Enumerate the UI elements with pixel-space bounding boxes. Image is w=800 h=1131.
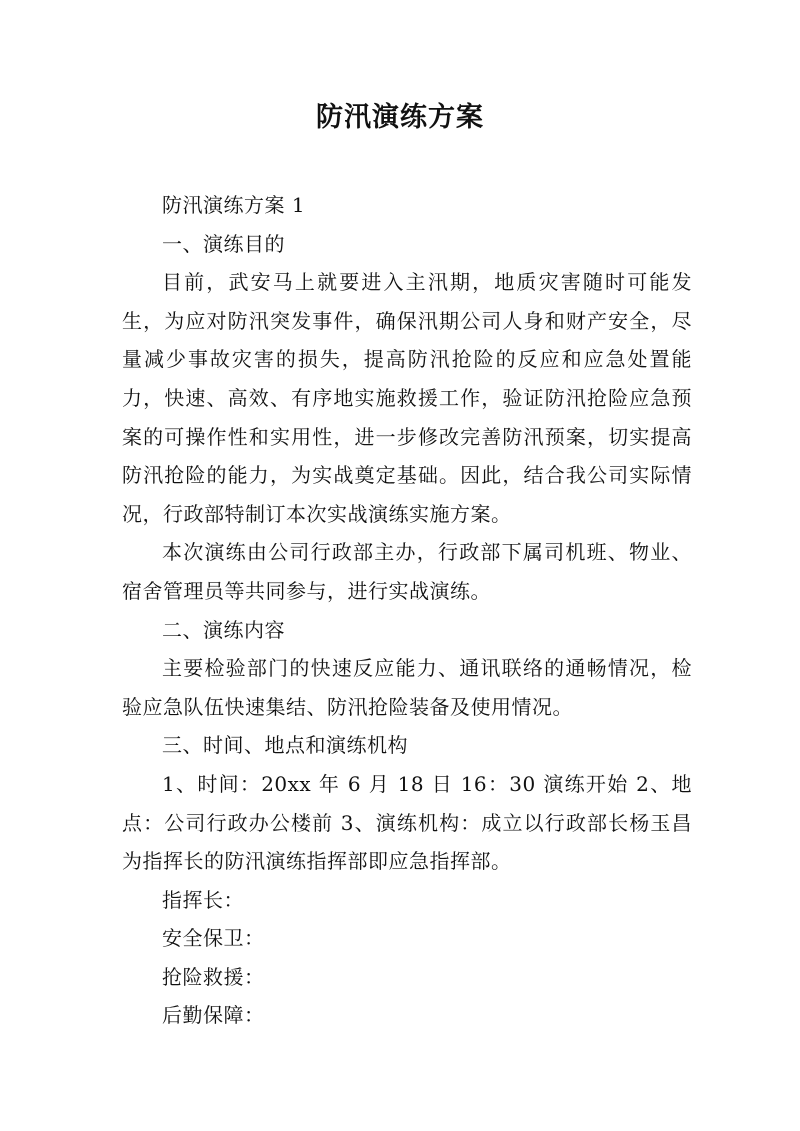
section-heading: 一、演练目的 xyxy=(162,231,285,256)
role-label: 指挥长： xyxy=(162,887,244,912)
role-label: 后勤保障： xyxy=(162,1003,265,1028)
body-paragraph: 主要检验部门的快速反应能力、通讯联络的通畅情况，检验应急队伍快速集结、防汛抢险装备及使用情况。 xyxy=(122,656,692,719)
section-heading: 三、时间、地点和演练机构 xyxy=(162,733,408,758)
role-label: 安全保卫： xyxy=(162,926,265,951)
document-title: 防汛演练方案 xyxy=(316,102,484,133)
body-paragraph: 本次演练由公司行政部主办，行政部下属司机班、物业、宿舍管理员等共同参与，进行实战演练。 xyxy=(122,540,692,603)
body-paragraph: 目前，武安马上就要进入主汛期，地质灾害随时可能发生，为应对防汛突发事件，确保汛期公司人身和财产安全，尽量减少事故灾害的损失，提高防汛抢险的反应和应急处置能力，快速、高效、有序地实施救援工作，验证防汛抢险应急预案的可操作性和实用性，进一步修改完善防汛预案，切实提高防汛抢险的能力，为实战奠定基础。因此，结合我公司实际情况，行政部特制订本次实战演练实施方案。 xyxy=(122,270,692,526)
body-paragraph: 1、时间：20xx 年 6 月 18 日 16：30 演练开始 2、地点：公司行政办公楼前 3、演练机构：成立以行政部长杨玉昌为指挥长的防汛演练指挥部即应急指挥部。 xyxy=(122,771,692,874)
document-body xyxy=(122,186,692,1035)
role-label: 抢险救援： xyxy=(162,964,265,989)
section-heading: 二、演练内容 xyxy=(162,617,285,642)
section-heading: 防汛演练方案 1 xyxy=(162,193,306,217)
